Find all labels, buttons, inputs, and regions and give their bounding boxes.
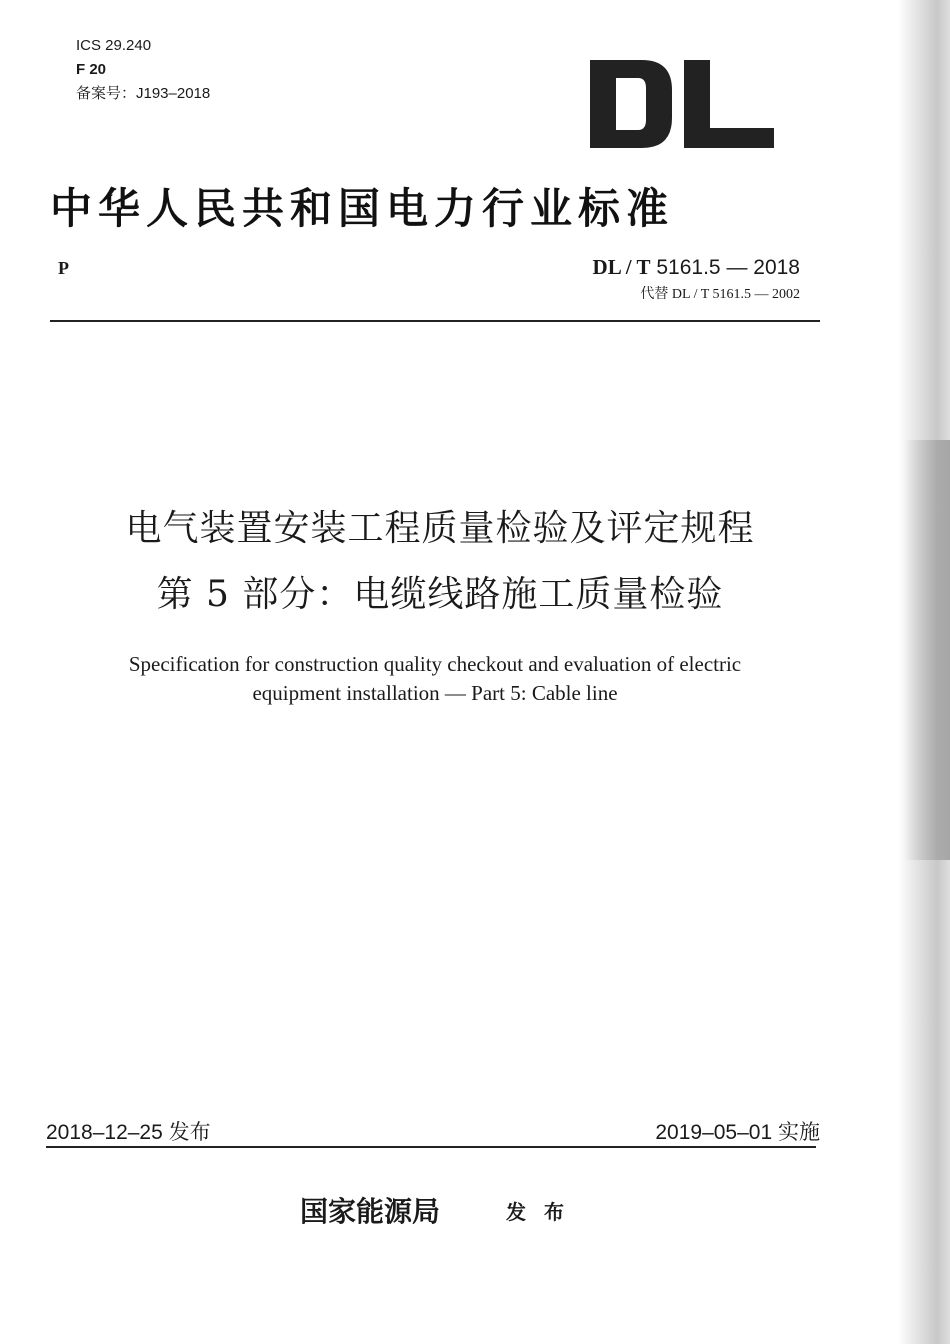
standard-metadata: [76, 34, 210, 106]
record-number: 备案号：J193–2018: [76, 85, 211, 102]
issue-date: 2018–12–25 发布: [46, 1121, 211, 1144]
standard-prefix: DL / T: [592, 255, 651, 279]
chinese-title-line2: 第 5 部分：电缆线路施工质量检验: [156, 574, 724, 615]
publish-label: 发布: [506, 1200, 582, 1224]
english-title-line2: equipment installation — Part 5: Cable line: [252, 681, 618, 705]
top-divider: [50, 320, 820, 322]
chinese-title-line1: 电气装置安装工程质量检验及评定规程: [125, 508, 755, 549]
english-title: [0, 650, 870, 708]
replaces-standard: 代替 DL / T 5161.5 — 2002: [640, 287, 800, 302]
standard-title: 中华人民共和国电力行业标准: [50, 184, 675, 233]
category-code: F 20: [76, 61, 107, 78]
dl-logo: [590, 60, 774, 148]
classification-code: P: [58, 258, 69, 278]
implementation-date: 2019–05–01 实施: [655, 1121, 820, 1144]
ics-code: ICS 29.240: [76, 37, 152, 54]
english-title-line1: Specification for construction quality checkout and evaluation of electric: [128, 652, 742, 676]
scan-edge-dark: [904, 440, 950, 860]
publisher-name: 国家能源局: [300, 1195, 441, 1228]
standard-number: [593, 255, 800, 280]
bottom-divider: [46, 1146, 816, 1148]
standard-number-value: 5161.5 — 2018: [656, 256, 800, 279]
